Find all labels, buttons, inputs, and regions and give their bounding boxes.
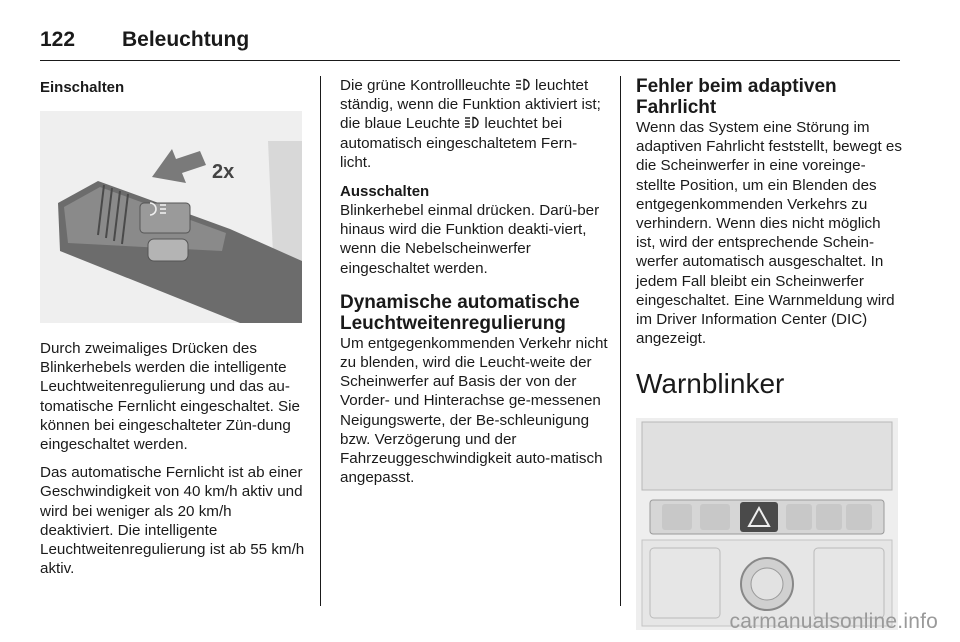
paragraph-dynamic-leveling: Um entgegenkommenden Verkehr nicht zu blenden, wird die Leucht-weite der Scheinwerfer auf Basis der von der Vorder- und Hinterachse ge-messenen Neigungswerte, der Be-schleunigung bzw. Verzögerung und der Fahrzeuggeschwindigkeit auto-matisch angepasst. [340, 334, 608, 487]
hazard-panel-figure [636, 418, 898, 630]
paragraph-fault: Wenn das System eine Störung im adaptiven Fahrlicht feststellt, bewegt es die Scheinwerfer in eine voreinge-stellte Position, um ein Blenden des entgegenkommenden Verkehrs zu verhindern. Wenn dies nicht möglich ist, wird der entsprechende Schein-werfer automatisch ausgeschaltet. In jedem Fall bleibt ein Scheinwerfer eingeschaltet. Eine Warnmeldung wird im Driver Information Center (DIC) angezeigt. [636, 119, 902, 348]
auto-light-green-icon [515, 77, 531, 90]
page-header [40, 20, 900, 60]
column-divider-right [620, 76, 621, 606]
paragraph-activation: Durch zweimaliges Drücken des Blinkerhebels werden die intelligente Leuchtweitenregulierung und das au-tomatische Fernlicht eingeschaltet. Sie können bei eingeschalteter Zün-dung eingeschaltet werden. [40, 340, 301, 454]
intro-text-3: leuchtet bei automatisch eingeschaltetem Fern-licht. [340, 115, 578, 171]
intro-text-1: Die grüne Kontrollleuchte [340, 77, 511, 94]
paragraph-speed-thresholds: Das automatische Fernlicht ist ab einer Geschwindigkeit von 40 km/h aktiv und wird bei weniger als 20 km/h deaktiviert. Die intelligente Leuchtweitenregulierung ist ab 55 km/h aktiv. [40, 464, 305, 578]
high-beam-blue-icon [464, 115, 480, 128]
section-heading-fault: Fehler beim adaptiven Fahrlicht [636, 76, 837, 118]
column-2 [340, 76, 608, 487]
column-3 [636, 76, 904, 630]
hazard-panel-illustration [636, 418, 898, 630]
turn-signal-lever-figure [40, 111, 302, 323]
intro-text-2: leuchtet ständig, wenn die Funktion aktiviert ist; die blaue Leuchte [340, 77, 601, 133]
page-number: 122 [40, 28, 76, 51]
section-heading-ausschalten: Ausschalten [340, 183, 430, 201]
paragraph-ausschalten: Blinkerhebel einmal drücken. Darü-ber hinaus wird die Funktion deakti-viert, wenn die Nebelscheinwerfer eingeschaltet werden. [340, 202, 600, 277]
column-divider-left [320, 76, 321, 606]
paragraph-indicator-lights [340, 76, 608, 172]
section-heading-dynamic-leveling: Dynamische automatische Leuchtweitenregulierung [340, 291, 580, 334]
header-rule [40, 60, 900, 61]
column-1 [40, 76, 308, 578]
section-heading-einschalten: Einschalten [40, 79, 125, 96]
section-title-warnblinker: Warnblinker [636, 368, 785, 400]
lever-illustration [40, 111, 302, 323]
watermark: carmanualsonline.info [729, 610, 938, 633]
chapter-title: Beleuchtung [122, 28, 250, 51]
press-count-label: 2x [212, 161, 235, 183]
